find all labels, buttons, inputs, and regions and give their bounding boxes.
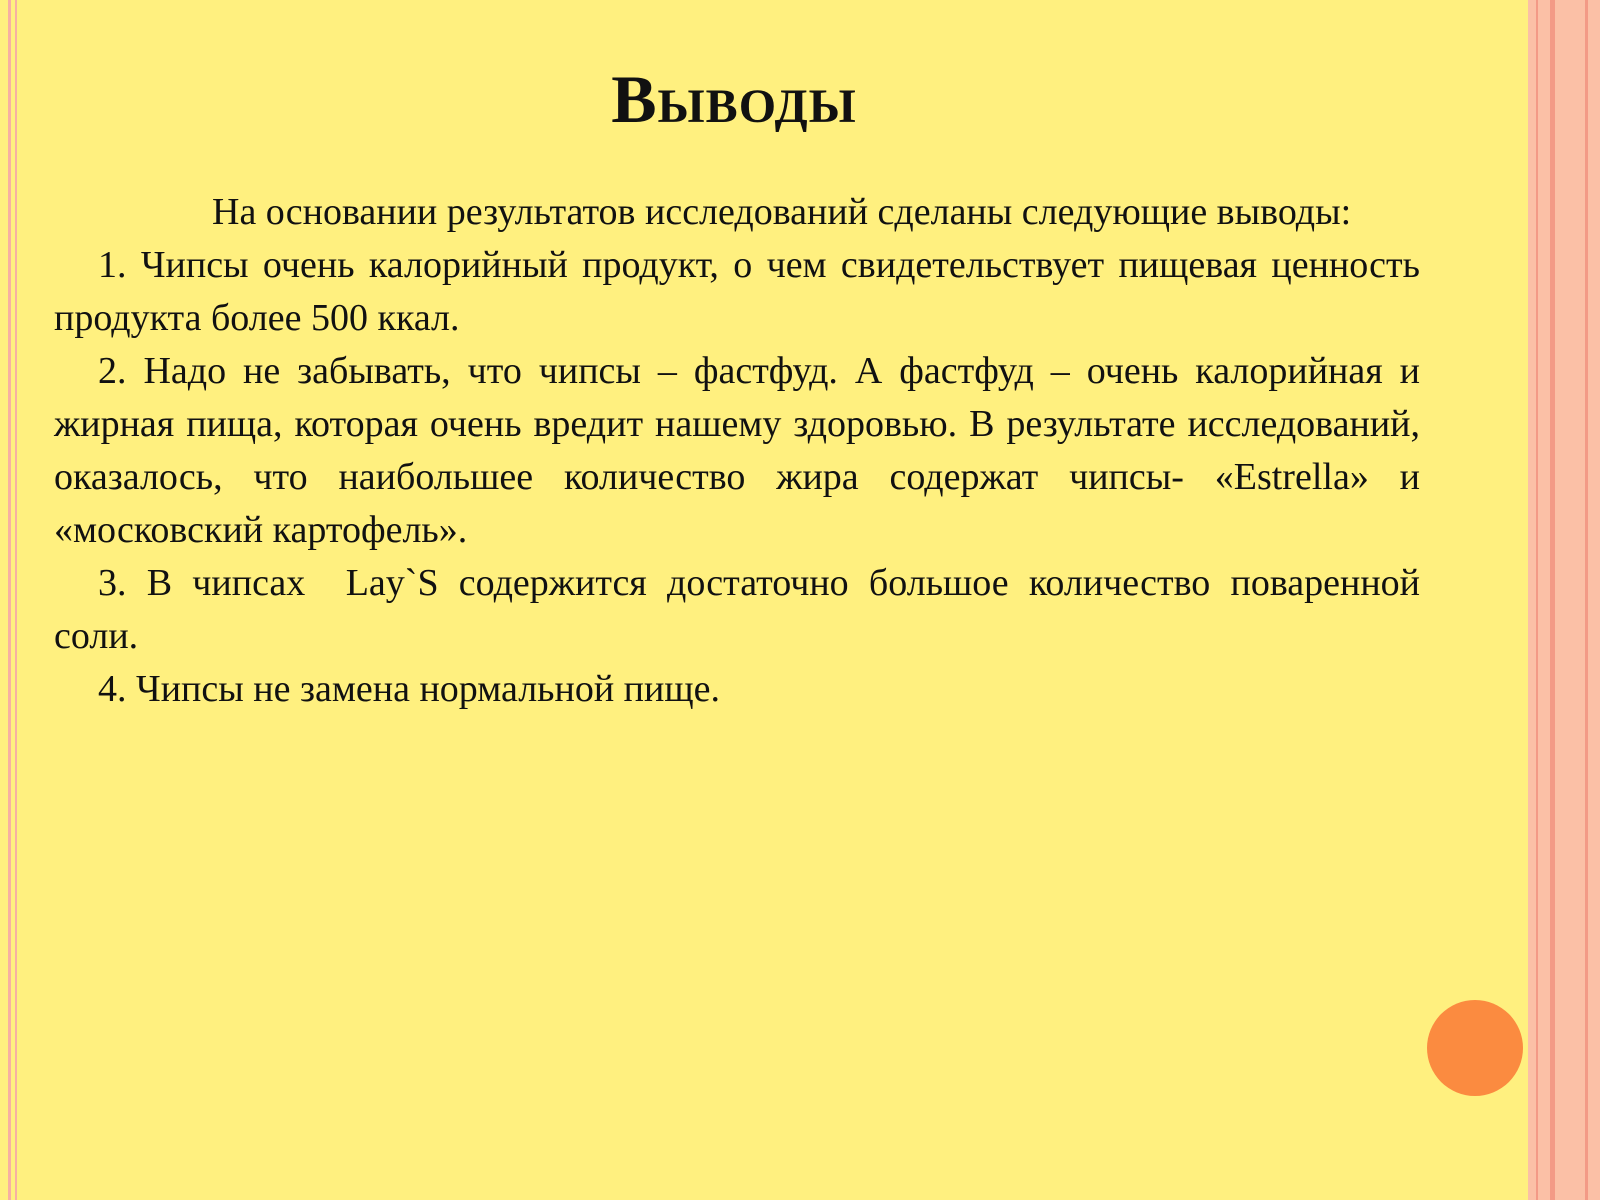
orange-circle-decoration <box>1427 1000 1523 1096</box>
conclusion-item-2: 2. Надо не забывать, что чипсы – фастфуд. А фастфуд – очень калорийная и жирная пища, которая очень вредит нашему здоровью. В результате исследований, оказалось, что наибольшее количество жира содержат чипсы- «Estrella» и «московский картофель». <box>54 350 1420 551</box>
right-decorative-band <box>1528 0 1600 1200</box>
left-stripe-inner <box>15 0 17 1200</box>
right-stripe-3 <box>1585 0 1588 1200</box>
left-stripe <box>8 0 11 1200</box>
slide-title: Выводы <box>611 61 857 137</box>
intro-paragraph: На основании результатов исследований сделаны следующие выводы: <box>212 191 1352 233</box>
conclusion-item-1: 1. Чипсы очень калорийный продукт, о чем свидетельствует пищевая ценность продукта более 500 ккал. <box>54 244 1420 339</box>
right-stripe-1 <box>1536 0 1538 1200</box>
right-stripe-2 <box>1550 0 1555 1200</box>
conclusion-item-3: 3. В чипсах Lay`S содержится достаточно большое количество поваренной соли. <box>54 562 1496 657</box>
conclusion-item-4: 4. Чипсы не замена нормальной пище. <box>98 668 720 710</box>
slide-body <box>54 186 1496 716</box>
